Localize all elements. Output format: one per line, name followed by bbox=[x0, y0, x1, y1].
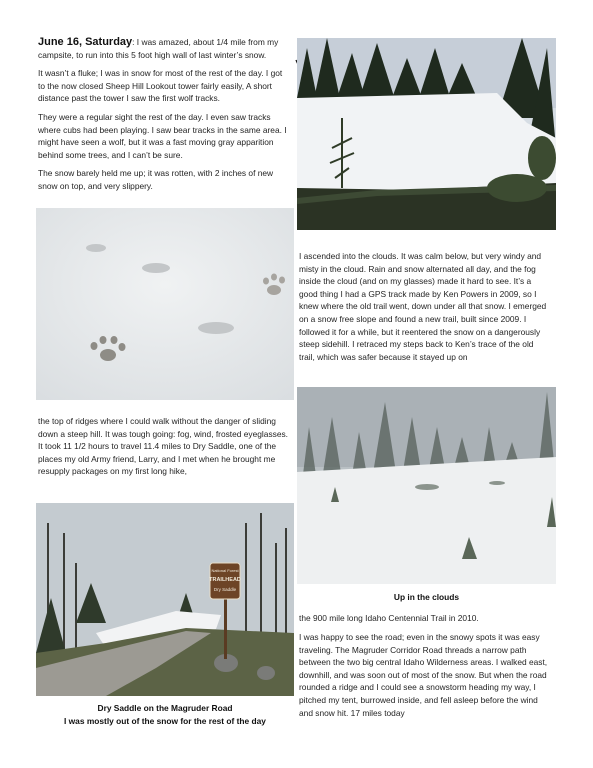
entry-paragraph-5: I ascended into the clouds. It was calm below, but very windy and misty in the cloud. Rain and snow alternated all day, and the fog inside the cloud (and on my glasses) made it hard to see. It’s a good thing I had a GPS track made by Ken Powers in 2009, so I knew where the old trail went, down under all that snow. I emerged on a snow free slope and found a new trail, built since 2009. I followed it for a while, but it reentered the snow on a dangerously steep sidehill. I retraced my steps back to Ken’s trace of the old trail, which was safer because it stayed up on bbox=[299, 251, 547, 362]
caption-dry-saddle-line-2: I was mostly out of the snow for the rest of the day bbox=[64, 716, 266, 726]
photo-dry-saddle-road bbox=[36, 503, 294, 696]
caption-up-in-clouds: Up in the clouds bbox=[393, 592, 460, 602]
entry-paragraph-8: I was happy to see the road; even in the snowy spots it was easy traveling. The Magruder Corridor Road threads a narrow path between the two big central Idaho Wilderness areas. I walked east, downhill, and was soon out of most of the snow. But when the road rounded a ridge and I could see a snowstorm heading my way, I pitched my tent, burrowed inside, and fell asleep before the wind and snow hit. 17 miles today bbox=[299, 632, 548, 718]
sign-line-3: Dry Saddle bbox=[213, 587, 237, 592]
caption-dry-saddle-line-1: Dry Saddle on the Magruder Road bbox=[97, 703, 233, 713]
photo-snow-wall bbox=[297, 38, 556, 230]
entry-paragraph-6: the top of ridges where I could walk without the danger of sliding down a steep hill. It was tough going: fog, wind, frosted eyeglasses. It took 11 1/2 hours to travel 11.4 miles to Dry Saddle, one of the places my old Army friend, Larry, and I met when he brought me resupply packages on my first long hike, bbox=[38, 416, 289, 477]
photo-wolf-tracks bbox=[36, 208, 294, 400]
caption-dry-saddle bbox=[36, 702, 294, 728]
entry-paragraph-4: The snow barely held me up; it was rotten, with 2 inches of new snow on top, and very slippery. bbox=[38, 168, 274, 191]
entry-intro: : I was amazed, about 1/4 mile from my campsite, to run into this 5 foot high wall of last winter’s snow. bbox=[38, 37, 279, 60]
entry-paragraph-3: They were a regular sight the rest of the day. I even saw tracks where cubs had been playing. I saw bear tracks in the same area. I might have seen a wolf, but it was a fast moving gray apparition behind some trees, and I can’t be sure. bbox=[38, 111, 287, 160]
entry-first-paragraph bbox=[38, 36, 290, 61]
entry-paragraph-2: It wasn’t a fluke; I was in snow for most of the rest of the day. I got to the now closed Sheep Hill Lookout tower fairly easily, A short distance past the tower I saw the first wolf tracks. bbox=[38, 68, 283, 104]
entry-date: June 16, Saturday bbox=[38, 36, 133, 48]
sign-line-2: TRAILHEAD bbox=[209, 577, 241, 583]
entry-paragraph-7: the 900 mile long Idaho Centennial Trail in 2010. bbox=[299, 613, 479, 623]
photo-up-in-clouds bbox=[297, 387, 556, 584]
entry-intro-block bbox=[38, 36, 290, 199]
sign-line-1: National Forest bbox=[211, 568, 239, 573]
